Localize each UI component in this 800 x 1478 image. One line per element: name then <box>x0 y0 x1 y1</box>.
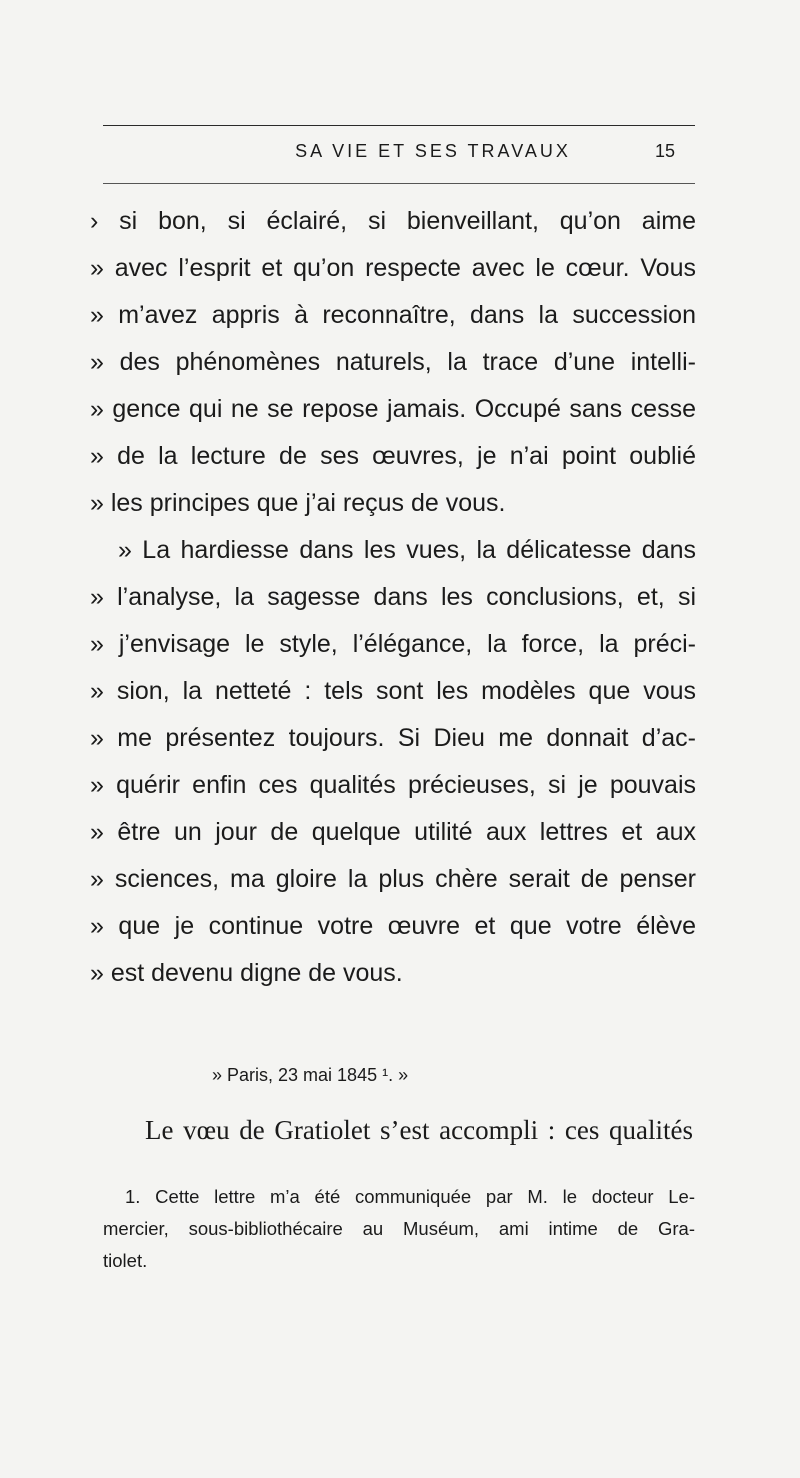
footnote-line: mercier, sous-bibliothécaire au Muséum, ami intime de Gra- <box>103 1218 695 1239</box>
body-line: » sciences, ma gloire la plus chère serait de penser <box>90 865 696 893</box>
body-line: » que je continue votre œuvre et que votre élève <box>90 912 696 940</box>
body-line: » être un jour de quelque utilité aux lettres et aux <box>90 818 696 846</box>
header-top-rule <box>103 125 695 126</box>
body-line: › si bon, si éclairé, si bienveillant, qu’on aime <box>90 207 696 235</box>
conclusion-line: Le vœu de Gratiolet s’est accompli : ces qualités <box>145 1115 693 1145</box>
letter-signoff: » Paris, 23 mai 1845 ¹. » <box>212 1065 409 1085</box>
running-title: SA VIE ET SES TRAVAUX <box>295 141 571 161</box>
body-line: » des phénomènes naturels, la trace d’une intelli- <box>90 348 696 376</box>
body-line: » j’envisage le style, l’élégance, la force, la préci- <box>90 630 696 658</box>
body-line: » les principes que j’ai reçus de vous. <box>90 489 506 517</box>
footnote <box>103 1181 695 1277</box>
body-line: » sion, la netteté : tels sont les modèles que vous <box>90 677 696 705</box>
body-line: » La hardiesse dans les vues, la délicatesse dans <box>118 536 696 564</box>
letter-body <box>90 204 696 1003</box>
footnote-line: 1. Cette lettre m’a été communiquée par M. le docteur Le- <box>125 1186 695 1207</box>
body-line: » l’analyse, la sagesse dans les conclusions, et, si <box>90 583 696 611</box>
body-line: » m’avez appris à reconnaître, dans la succession <box>90 301 696 329</box>
header-bottom-rule <box>103 183 695 184</box>
page-number: 15 <box>655 141 676 161</box>
body-line: » quérir enfin ces qualités précieuses, si je pouvais <box>90 771 696 799</box>
footnote-line: tiolet. <box>103 1250 148 1271</box>
body-line: » me présentez toujours. Si Dieu me donnait d’ac- <box>90 724 696 752</box>
body-line: » de la lecture de ses œuvres, je n’ai point oublié <box>90 442 696 470</box>
body-line: » gence qui ne se repose jamais. Occupé sans cesse <box>90 395 696 423</box>
body-line: » est devenu digne de vous. <box>90 959 403 987</box>
body-line: » avec l’esprit et qu’on respecte avec le cœur. Vous <box>90 254 696 282</box>
